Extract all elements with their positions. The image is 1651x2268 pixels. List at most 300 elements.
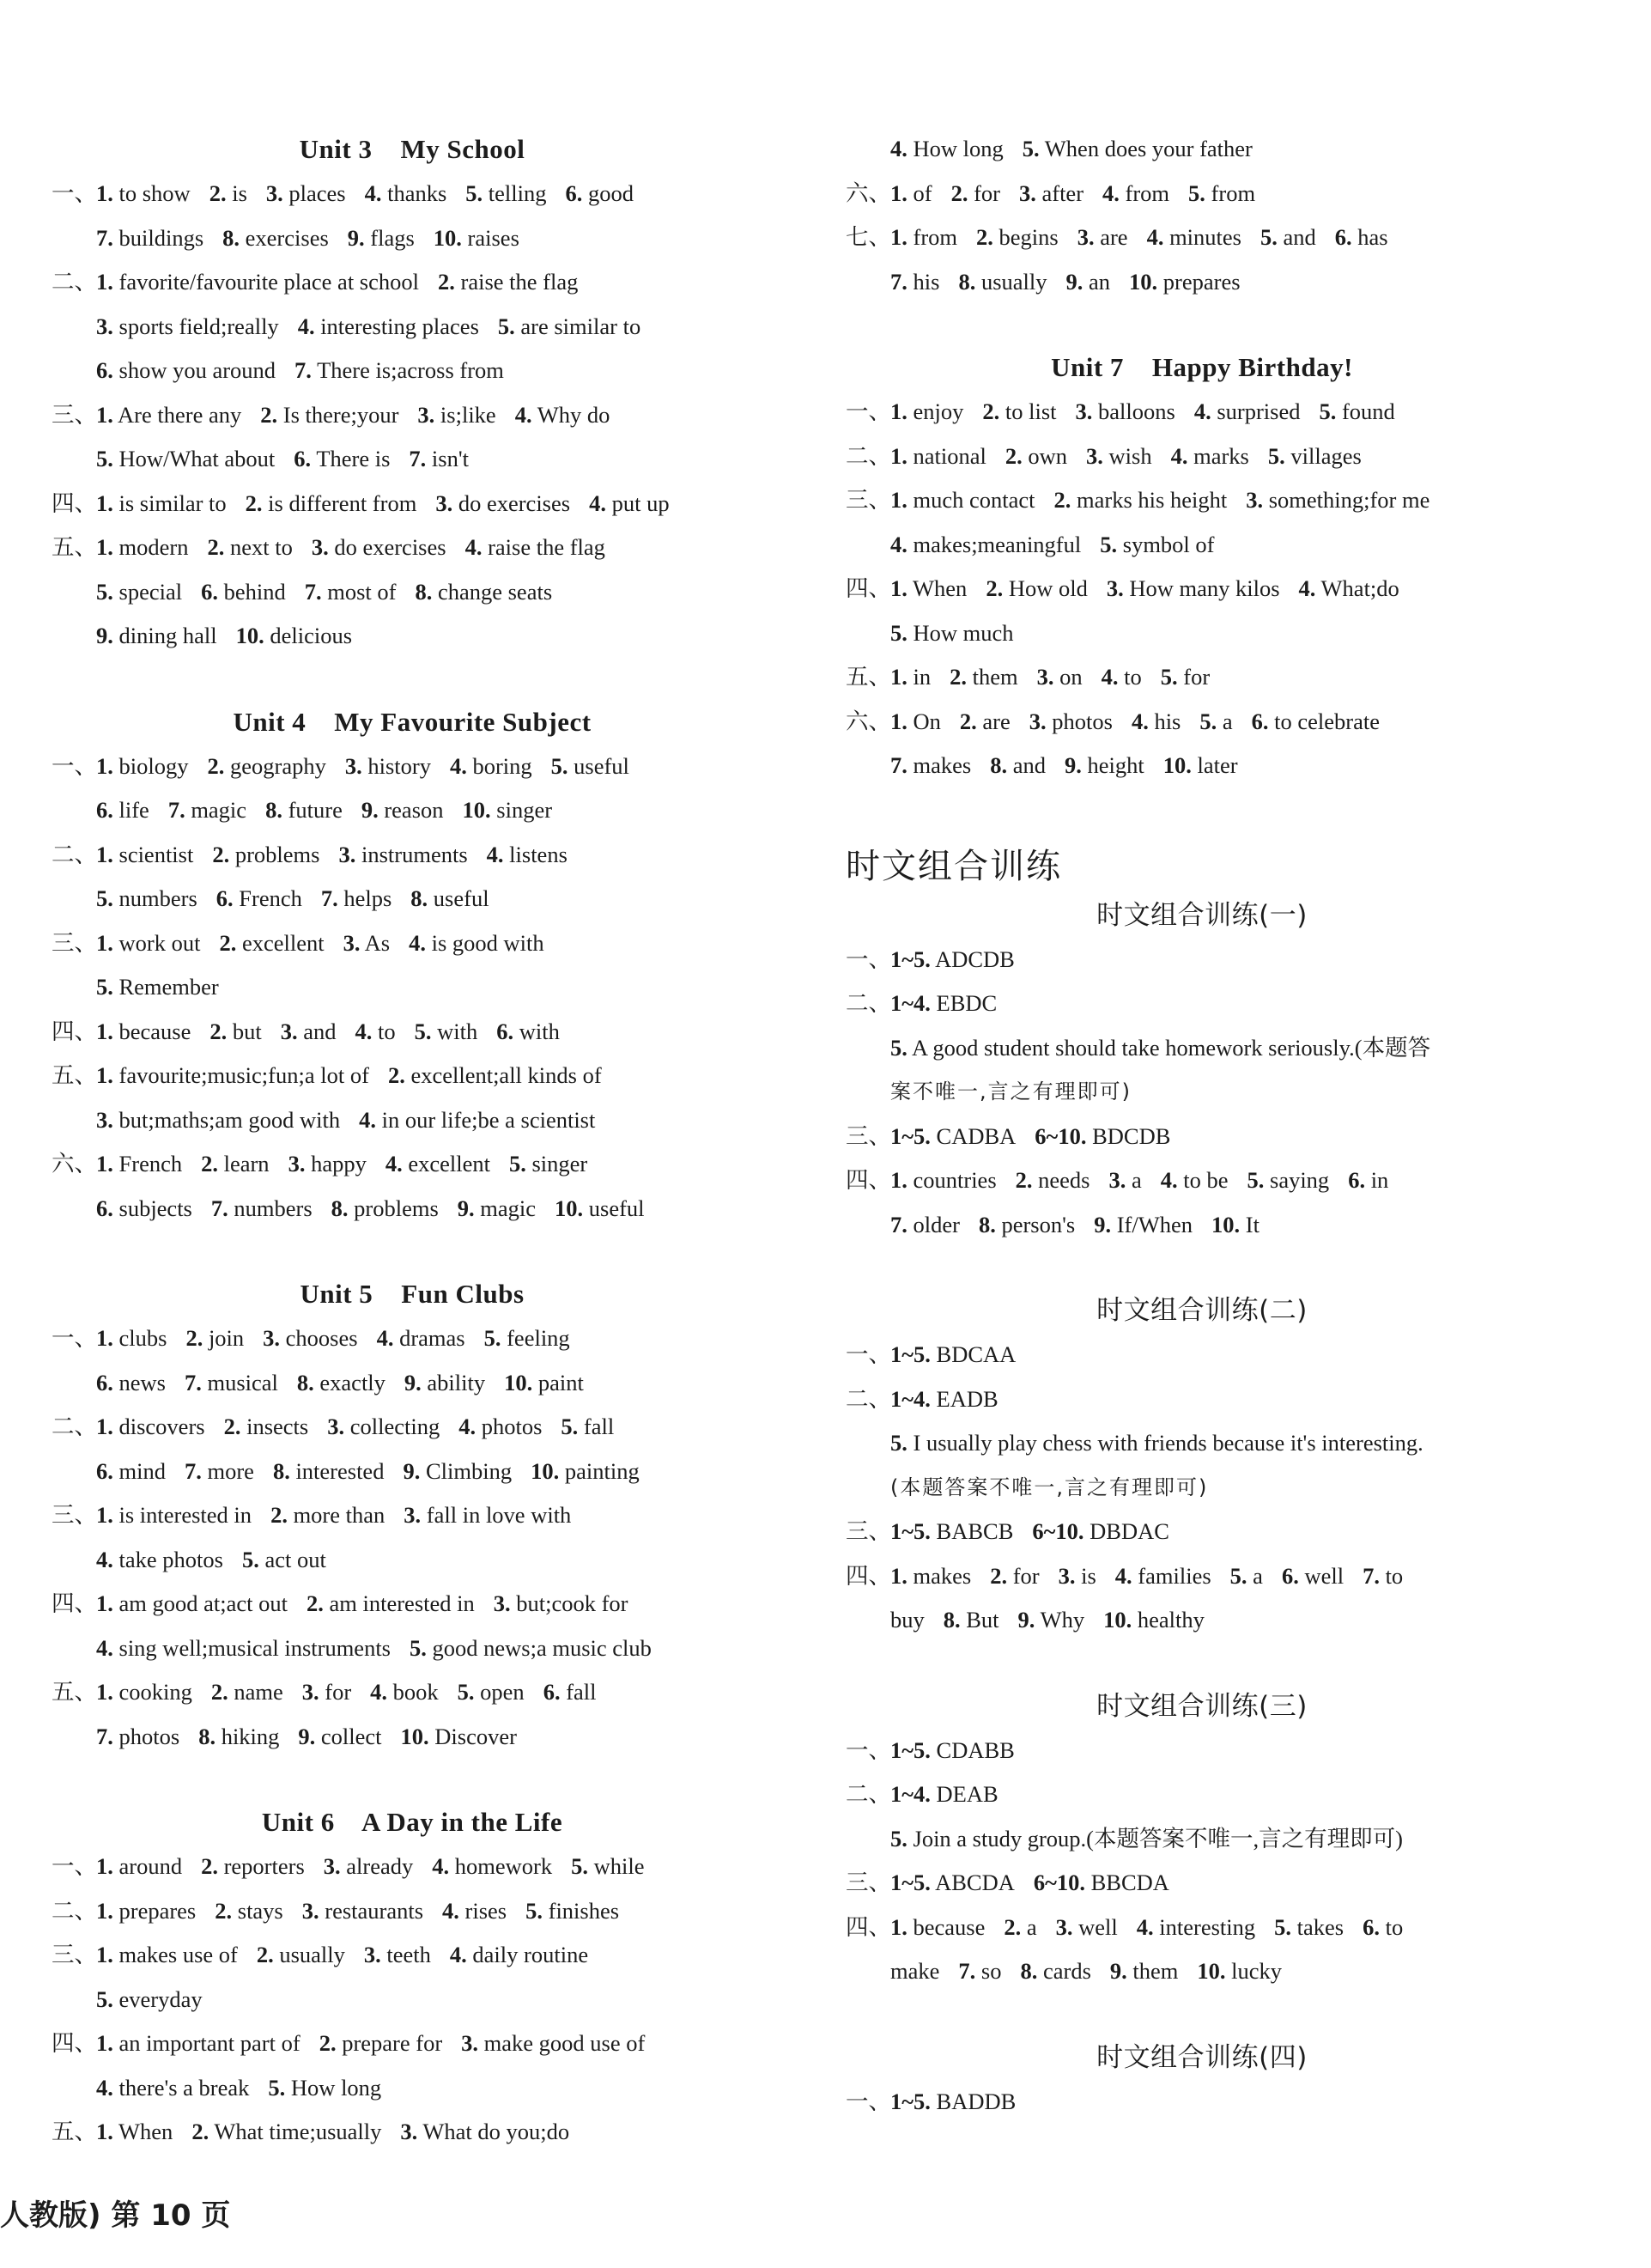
question-number: 1.	[96, 2030, 113, 2056]
answer-text: found	[1341, 398, 1395, 424]
answer-item	[1066, 269, 1111, 295]
question-number: 3.	[96, 313, 113, 339]
question-section-label: 二、	[846, 442, 891, 470]
question-number: 4.	[458, 1414, 476, 1439]
answer-line	[52, 305, 773, 350]
answer-line	[846, 2080, 1558, 2125]
answer-item	[209, 180, 247, 206]
answer-item	[198, 1724, 279, 1749]
question-number: 10.	[1162, 752, 1192, 778]
answer-item	[566, 180, 634, 206]
answer-text: later	[1197, 752, 1238, 778]
answer-line	[846, 435, 1558, 479]
question-number: 7.	[96, 1723, 113, 1749]
question-number: 2.	[223, 1414, 241, 1439]
question-number: 7.	[304, 578, 322, 605]
answer-text: is different from	[268, 489, 417, 516]
answer-text: There is	[316, 446, 391, 471]
answer-text: teeth	[386, 1942, 431, 1967]
question-number: 1~5.	[890, 1341, 931, 1367]
answer-item	[458, 1195, 536, 1221]
question-number: 1.	[96, 1018, 113, 1044]
answer-item	[890, 443, 986, 469]
question-number: 3.	[493, 1590, 511, 1616]
question-number: 5.	[1199, 708, 1217, 734]
question-number: 3.	[343, 929, 361, 956]
answer-line	[846, 216, 1558, 260]
question-number: 1.	[96, 929, 113, 956]
answer-text: When	[913, 575, 968, 601]
answer-text: happy	[311, 1151, 367, 1177]
answer-text: to celebrate	[1274, 708, 1380, 734]
answer-text: restaurants	[325, 1897, 424, 1924]
answer-item	[890, 136, 1004, 161]
answer-item	[484, 1325, 570, 1351]
answer-line	[846, 260, 1558, 305]
answer-item	[1110, 1958, 1179, 1984]
answer-text: his	[1154, 708, 1181, 734]
answer-line	[52, 1405, 773, 1450]
answer-text: am good at;act out	[118, 1590, 288, 1616]
answer-text: is;like	[440, 401, 496, 428]
unit-title: Unit 4 My Favourite Subject	[233, 706, 592, 737]
answer-text: listens	[509, 841, 568, 867]
answer-line	[52, 1142, 773, 1187]
answer-text: scientist	[118, 841, 194, 867]
question-section-label: 三、	[846, 1870, 891, 1896]
question-number: 9.	[404, 1369, 422, 1395]
answer-text: reporters	[223, 1853, 305, 1879]
answer-text: stays	[237, 1897, 283, 1924]
question-section-label: 五、	[52, 534, 97, 561]
question-number: 2.	[950, 179, 968, 206]
question-number: 2.	[201, 1853, 218, 1879]
question-number: 1.	[96, 1151, 113, 1177]
answer-line	[52, 921, 773, 966]
answer-text: Climbing	[425, 1457, 513, 1484]
answer-item	[415, 579, 552, 605]
question-number: 10.	[555, 1195, 584, 1221]
question-number: 6.	[1251, 708, 1269, 734]
question-number: 4.	[890, 531, 907, 557]
answer-line	[846, 611, 1558, 656]
question-section-label: 三、	[52, 1502, 97, 1529]
answer-text: sports field;really	[118, 313, 279, 339]
answer-item	[1137, 1914, 1255, 1940]
answer-text: discovers	[118, 1414, 205, 1439]
answer-text: makes use of	[118, 1942, 238, 1967]
answer-text: finishes	[548, 1897, 620, 1924]
question-section-label: 一、	[52, 1853, 97, 1880]
question-number: 1.	[96, 401, 113, 428]
answer-text: interested	[295, 1457, 385, 1484]
answer-item	[450, 753, 532, 779]
question-number: 10.	[531, 1457, 560, 1484]
answer-text: while	[593, 1853, 645, 1879]
answer-item	[1197, 1958, 1282, 1984]
answer-text: them	[972, 664, 1018, 690]
question-number: 3.	[280, 1018, 298, 1044]
answer-text: marks his height	[1077, 487, 1228, 513]
answer-text: is good with	[431, 929, 544, 956]
question-number: 5.	[890, 1430, 907, 1456]
question-number: 5.	[241, 1546, 259, 1572]
answer-text: DEAB	[936, 1781, 998, 1807]
answer-text: well	[1078, 1913, 1118, 1940]
answer-text: mind	[118, 1457, 166, 1484]
answer-text: There is;across from	[317, 357, 504, 383]
question-number: 1.	[96, 1414, 113, 1439]
question-section-label: 一、	[846, 398, 891, 425]
question-number: 6~10.	[1032, 1518, 1084, 1544]
answer-item	[298, 1724, 381, 1749]
answer-text: fall in love with	[426, 1502, 572, 1528]
answer-item	[450, 1942, 588, 1967]
question-number: 5.	[1319, 398, 1337, 424]
answer-line	[846, 938, 1558, 982]
answer-text: BABCB	[936, 1518, 1014, 1544]
answer-text: for	[1012, 1562, 1040, 1589]
answer-text: EBDC	[936, 990, 998, 1016]
answer-item	[982, 398, 1056, 424]
spacer	[846, 1643, 1558, 1684]
question-number: 2.	[982, 398, 1000, 424]
answer-item	[266, 180, 346, 206]
answer-text: homework	[454, 1853, 553, 1879]
question-number: 2.	[307, 1590, 324, 1616]
answer-text: a	[1131, 1167, 1142, 1193]
answer-text: minutes	[1169, 224, 1241, 250]
question-number: 5.	[96, 1985, 113, 2012]
answer-line	[846, 1949, 1558, 1994]
unit-title: Unit 5 Fun Clubs	[300, 1279, 525, 1309]
question-number: 2.	[986, 575, 1004, 601]
answer-text: useful	[588, 1195, 645, 1221]
question-number: 3.	[327, 1414, 345, 1439]
answer-line	[846, 1554, 1558, 1599]
question-section-label: 二、	[52, 269, 97, 295]
answer-text: marks	[1193, 442, 1249, 469]
answer-item	[338, 842, 467, 867]
question-number: 1.	[96, 489, 113, 516]
answer-text: exercises	[245, 224, 329, 251]
answer-text: But	[966, 1607, 999, 1633]
answer-text: telling	[488, 180, 547, 206]
answer-line	[846, 1598, 1558, 1643]
question-number: 4.	[364, 180, 382, 206]
answer-item	[1035, 1123, 1170, 1149]
question-section-label: 一、	[846, 1736, 891, 1764]
answer-item	[890, 1212, 960, 1237]
question-number: 6.	[96, 797, 113, 823]
question-number: 5.	[96, 885, 113, 911]
question-number: 3.	[344, 752, 362, 779]
answer-item	[96, 1370, 166, 1395]
answer-item	[1018, 1607, 1085, 1633]
answer-text: for	[974, 179, 1000, 206]
answer-item	[990, 752, 1046, 778]
answer-item	[515, 402, 610, 428]
answer-item	[297, 1370, 385, 1395]
question-number: 5.	[457, 1679, 475, 1705]
answer-item	[377, 1325, 465, 1351]
answer-text: act out	[264, 1546, 326, 1572]
answer-text: takes	[1296, 1913, 1344, 1940]
answer-text: Are there any	[118, 401, 242, 428]
answer-line	[846, 655, 1558, 700]
question-number: 9.	[298, 1723, 316, 1749]
question-number: 1.	[890, 1167, 907, 1193]
answer-item	[1076, 398, 1175, 424]
question-number: 9.	[1064, 752, 1082, 778]
answer-text: on	[1059, 664, 1083, 690]
question-number: 10.	[1197, 1958, 1226, 1984]
question-number: 6.	[96, 1457, 113, 1484]
question-number: 4.	[385, 1151, 403, 1177]
question-number: 5.	[1247, 1167, 1265, 1193]
answer-item	[890, 1167, 997, 1193]
question-number: 7.	[96, 224, 113, 251]
answer-text: surprised	[1217, 398, 1301, 424]
answer-item	[410, 885, 489, 911]
question-number: 1.	[96, 269, 113, 295]
answer-item	[348, 225, 415, 251]
answer-item	[96, 1590, 288, 1616]
answer-item	[531, 1458, 640, 1484]
answer-item	[1102, 180, 1169, 206]
question-number: 5.	[890, 1034, 907, 1061]
answer-text: more than	[293, 1502, 385, 1528]
unit-title: Unit 7 Happy Birthday!	[1051, 352, 1353, 382]
question-number: 2.	[207, 752, 225, 779]
answer-text: makes	[913, 752, 972, 778]
question-section-label: 一、	[846, 2088, 891, 2115]
answer-item	[365, 180, 447, 206]
question-number: 2.	[260, 401, 278, 428]
answer-text: excellent;all kinds of	[410, 1062, 602, 1088]
answer-item	[890, 1563, 971, 1589]
answer-line	[846, 1817, 1558, 1862]
question-number: 4.	[464, 534, 483, 560]
answer-line	[846, 1158, 1558, 1203]
answer-line	[52, 216, 773, 261]
question-number: 7.	[184, 1457, 202, 1484]
answer-text: raises	[467, 224, 519, 251]
question-number: 8.	[410, 885, 428, 911]
answer-item	[211, 1195, 313, 1221]
answer-item	[1252, 708, 1380, 734]
answer-text: DBDAC	[1090, 1518, 1169, 1544]
answer-item	[96, 534, 188, 560]
answer-text: make	[890, 1958, 940, 1984]
answer-item	[268, 2075, 381, 2101]
answer-text: clubs	[118, 1325, 167, 1351]
answer-item	[216, 885, 302, 911]
answer-item	[435, 490, 570, 516]
answer-text: rises	[464, 1897, 507, 1924]
question-number: 2.	[1053, 487, 1071, 513]
question-number: 3.	[1058, 1562, 1076, 1589]
answer-text: needs	[1038, 1167, 1090, 1193]
question-number: 2.	[207, 534, 225, 560]
answer-item	[986, 575, 1088, 601]
question-number: 1~5.	[890, 946, 931, 972]
answer-line	[52, 1187, 773, 1231]
answer-line	[846, 478, 1558, 523]
answer-item	[96, 1898, 196, 1924]
answer-text: but	[232, 1018, 262, 1044]
question-number: 10.	[433, 224, 462, 251]
answer-text: How many kilos	[1129, 575, 1280, 601]
answer-item	[890, 1035, 1430, 1061]
answer-text: is interested in	[118, 1502, 252, 1528]
answer-text: symbol of	[1122, 531, 1215, 557]
question-number: 4.	[1170, 442, 1188, 469]
answer-text: Remember	[118, 974, 219, 1000]
question-section-label: 二、	[52, 841, 97, 868]
question-number: 9.	[1065, 268, 1083, 295]
answer-text: dramas	[399, 1325, 465, 1351]
answer-item	[96, 1195, 192, 1221]
answer-text: from	[1125, 179, 1170, 206]
answer-item	[246, 490, 417, 516]
answer-text: helps	[343, 885, 392, 911]
answer-text: raise the flag	[460, 269, 579, 295]
question-section-label: 二、	[52, 1414, 97, 1440]
answer-item	[1211, 1212, 1259, 1237]
question-number: 1~5.	[890, 1870, 931, 1895]
question-number: 9.	[1017, 1607, 1035, 1633]
answer-item	[890, 224, 957, 250]
answer-item	[1246, 487, 1429, 513]
answer-item	[890, 1914, 985, 1940]
answer-text: for	[325, 1679, 352, 1705]
answer-item	[257, 1942, 345, 1967]
question-number: 5.	[1259, 224, 1278, 250]
question-section-label: 六、	[846, 179, 891, 207]
question-number: 4.	[359, 1106, 376, 1133]
question-number: 5.	[96, 578, 113, 605]
answer-text: prepares	[118, 1897, 197, 1924]
answer-text: CADBA	[936, 1122, 1017, 1149]
answer-text: collect	[320, 1723, 382, 1749]
answer-line	[52, 1627, 773, 1671]
question-number: 2.	[201, 1151, 218, 1177]
answer-item	[359, 1107, 595, 1133]
answer-text: name	[234, 1679, 283, 1705]
answer-text: prepare for	[342, 2030, 443, 2056]
answer-item	[890, 1386, 998, 1412]
answer-item	[1059, 1563, 1096, 1589]
answer-line	[52, 1010, 773, 1055]
question-number: 5.	[890, 619, 907, 646]
answer-item	[1107, 575, 1280, 601]
answer-text: after	[1041, 179, 1084, 206]
answer-line	[846, 127, 1558, 172]
question-number: 1~4.	[890, 1385, 931, 1412]
answer-item	[890, 180, 932, 206]
question-number: 5.	[525, 1897, 543, 1924]
answer-text: to	[378, 1018, 396, 1044]
answer-item	[1194, 398, 1301, 424]
answer-text: a	[1222, 708, 1233, 734]
answer-text: because	[913, 1913, 986, 1940]
answer-text: It	[1245, 1211, 1259, 1237]
question-section-label: 五、	[52, 2119, 97, 2145]
answer-item	[222, 225, 329, 251]
answer-line	[52, 1933, 773, 1978]
answer-text: everyday	[118, 1985, 203, 2012]
answer-item	[442, 1898, 507, 1924]
answer-item	[958, 1958, 1001, 1984]
question-number: 3.	[96, 1106, 113, 1133]
question-number: 9.	[457, 1195, 475, 1221]
answer-text: because	[118, 1018, 191, 1044]
answer-line	[52, 877, 773, 921]
answer-text: isn't	[431, 446, 469, 471]
answer-text: numbers	[118, 885, 197, 911]
answer-item	[185, 1458, 254, 1484]
answer-text: exactly	[319, 1369, 385, 1395]
question-number: 4.	[355, 1018, 373, 1044]
question-number: 4.	[1114, 1562, 1132, 1589]
answer-text: numbers	[234, 1195, 313, 1221]
question-number: 2.	[319, 2030, 337, 2056]
question-number: 9.	[96, 623, 113, 648]
question-number: 4.	[96, 1546, 113, 1572]
answer-text: put up	[611, 489, 670, 516]
question-number: 10.	[1211, 1211, 1241, 1237]
answer-item	[96, 974, 219, 1000]
question-number: 5.	[550, 752, 568, 779]
question-number: 3.	[1055, 1913, 1073, 1940]
question-number: 8.	[958, 268, 976, 295]
question-number: 3.	[301, 1679, 319, 1705]
answer-text: What;do	[1320, 575, 1399, 601]
answer-text: to	[1385, 1913, 1404, 1940]
question-number: 5.	[483, 1325, 501, 1351]
question-number: 5.	[497, 313, 515, 339]
question-number: 10.	[235, 623, 264, 648]
question-number: 6.	[565, 180, 583, 206]
answer-item	[404, 1370, 485, 1395]
question-section-label: 一、	[846, 1341, 891, 1368]
answer-text: BBCDA	[1090, 1870, 1169, 1895]
question-section-label: 四、	[846, 1562, 891, 1590]
question-number: 2.	[210, 1679, 228, 1705]
answer-text: make good use of	[483, 2030, 646, 2056]
question-section-label: 四、	[52, 1590, 97, 1617]
answer-text: How old	[1008, 575, 1088, 601]
question-number: 2.	[990, 1562, 1008, 1589]
answer-item	[96, 579, 182, 605]
answer-item	[944, 1607, 999, 1633]
question-number: 5.	[890, 1825, 907, 1851]
answer-item	[96, 1062, 369, 1088]
answer-text: buildings	[118, 224, 204, 251]
answer-text: sing well;musical instruments	[118, 1634, 391, 1661]
answer-text: BADDB	[936, 2088, 1017, 2114]
question-number: 8.	[222, 224, 240, 251]
answer-item	[1056, 1914, 1118, 1940]
answer-text: around	[118, 1853, 183, 1879]
question-number: 4.	[514, 401, 532, 428]
answer-text: paint	[537, 1369, 584, 1395]
answer-note: 案不唯一,言之有理即可)	[890, 1079, 1132, 1104]
question-number: 4.	[1298, 575, 1316, 601]
answer-text: CDABB	[936, 1736, 1015, 1763]
answer-line	[846, 1203, 1558, 1248]
